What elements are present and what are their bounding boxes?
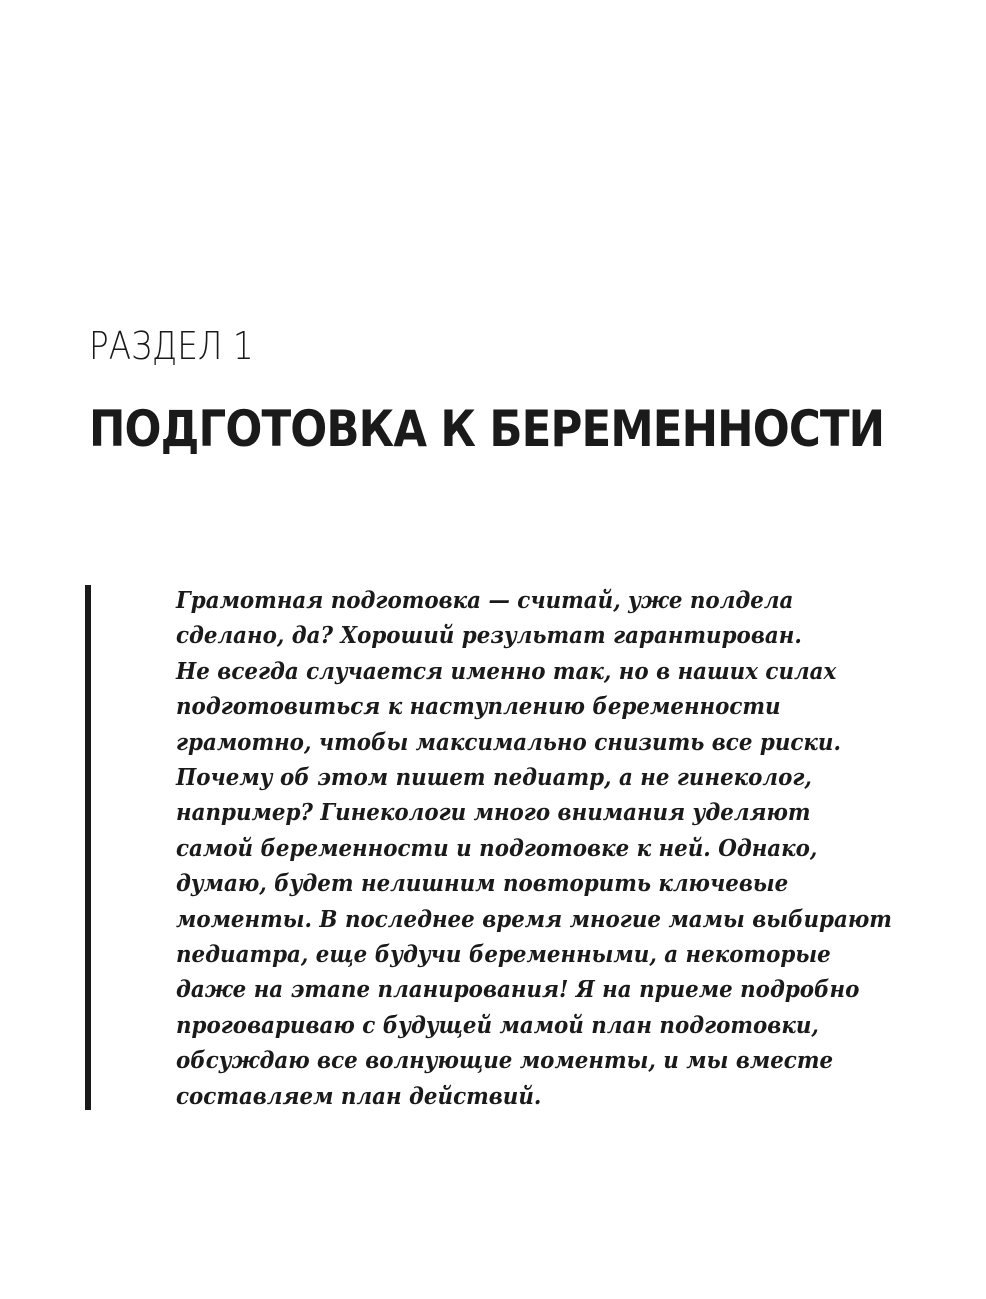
intro-line: сделано, да? Хороший результат гарантирован.	[176, 622, 802, 650]
intro-line: педиатра, еще будучи беременными, а некоторые	[176, 941, 831, 969]
section-title: ПОДГОТОВКА К БЕРЕМЕННОСТИ	[89, 400, 885, 458]
intro-line: подготовиться к наступлению беременности	[176, 693, 781, 721]
intro-line: обсуждаю все волнующие моменты, и мы вместе	[176, 1047, 834, 1075]
quote-bar	[85, 585, 91, 1110]
intro-line: грамотно, чтобы максимально снизить все риски.	[176, 728, 841, 756]
intro-line: моменты. В последнее время многие мамы выбирают	[176, 905, 892, 933]
section-number-label: РАЗДЕЛ 1	[89, 324, 254, 368]
intro-line: составляем план действий.	[176, 1082, 542, 1110]
intro-line: проговариваю с будущей мамой план подготовки,	[176, 1011, 819, 1039]
intro-paragraph	[176, 583, 896, 1114]
intro-line: даже на этапе планирования! Я на приеме подробно	[176, 976, 860, 1004]
intro-line: Не всегда случается именно так, но в наших силах	[176, 657, 837, 685]
intro-line: думаю, будет нелишним повторить ключевые	[176, 870, 789, 898]
intro-line: самой беременности и подготовке к ней. Однако,	[176, 834, 818, 862]
intro-line: например? Гинекологи много внимания уделяют	[176, 799, 811, 827]
intro-line: Грамотная подготовка — считай, уже полдела	[176, 587, 794, 614]
intro-line: Почему об этом пишет педиатр, а не гинеколог,	[176, 764, 812, 792]
